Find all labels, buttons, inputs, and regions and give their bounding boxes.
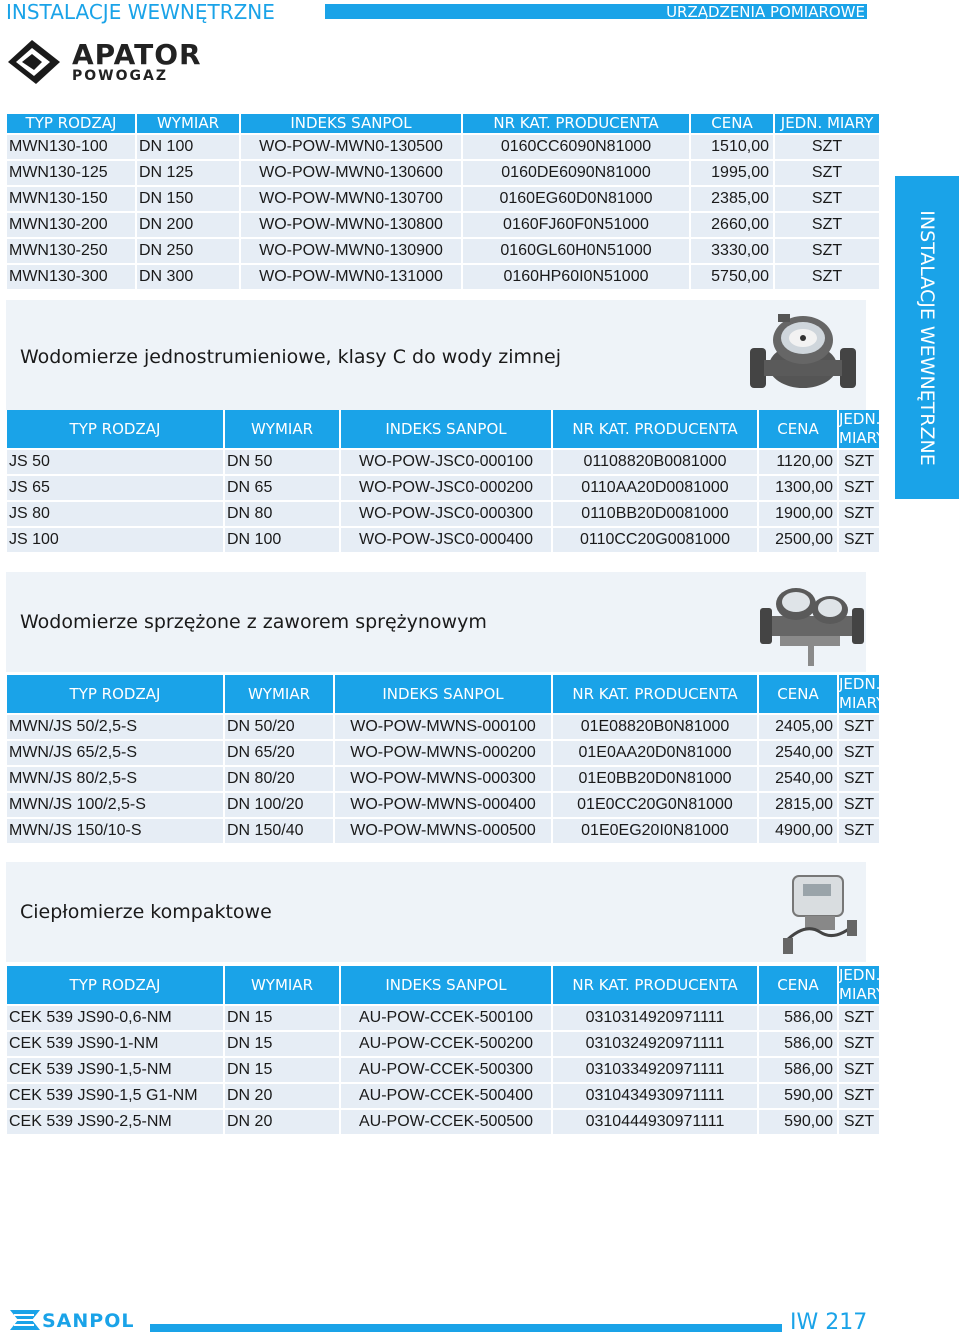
table-row [7, 187, 879, 211]
cell-index: WO-POW-JSC0-000400 [341, 528, 551, 552]
cell-catalog: 0160GL60H0N51000 [463, 239, 689, 263]
section-title-heat: Ciepłomierze kompaktowe [20, 901, 272, 923]
cell-size: DN 250 [137, 239, 239, 263]
cell-price: 5750,00 [691, 265, 773, 289]
cell-index: AU-POW-CCEK-500300 [341, 1058, 551, 1082]
cell-unit: SZT [839, 1006, 879, 1030]
cell-price: 2385,00 [691, 187, 773, 211]
cell-size: DN 200 [137, 213, 239, 237]
col-header-size: WYMIAR [225, 675, 333, 713]
logo-name: APATOR [72, 38, 202, 71]
cell-price: 1995,00 [691, 161, 773, 185]
cell-price: 4900,00 [759, 819, 837, 843]
cell-price: 2540,00 [759, 741, 837, 765]
cell-price: 2405,00 [759, 715, 837, 739]
col-header-size: WYMIAR [225, 410, 339, 448]
cell-index: AU-POW-CCEK-500200 [341, 1032, 551, 1056]
cell-price: 1300,00 [759, 476, 837, 500]
cell-catalog: 0110AA20D0081000 [553, 476, 757, 500]
cell-type: CEK 539 JS90-1,5-NM [7, 1058, 223, 1082]
cell-index: WO-POW-MWN0-131000 [241, 265, 461, 289]
cell-unit: SZT [839, 528, 879, 552]
cell-index: AU-POW-CCEK-500500 [341, 1110, 551, 1134]
coupled-water-meter-icon [760, 572, 865, 670]
cell-index: WO-POW-MWN0-130900 [241, 239, 461, 263]
cell-catalog: 0160DE6090N81000 [463, 161, 689, 185]
col-header-unit: JEDN. MIARY [839, 410, 886, 447]
cell-unit: SZT [775, 239, 879, 263]
cell-type: MWN130-200 [7, 213, 135, 237]
cell-type: CEK 539 JS90-1,5 G1-NM [7, 1084, 223, 1108]
cell-price: 2815,00 [759, 793, 837, 817]
cell-price: 586,00 [759, 1006, 837, 1030]
side-tab [895, 176, 959, 499]
cell-price: 2660,00 [691, 213, 773, 237]
col-header-type: TYP RODZAJ [7, 114, 135, 133]
cell-type: MWN130-250 [7, 239, 135, 263]
cell-price: 586,00 [759, 1058, 837, 1082]
cell-catalog: 0310334920971111 [553, 1058, 757, 1082]
cell-index: WO-POW-JSC0-000200 [341, 476, 551, 500]
cell-catalog: 0110CC20G0081000 [553, 528, 757, 552]
cell-price: 2540,00 [759, 767, 837, 791]
cell-catalog: 0160EG60D0N81000 [463, 187, 689, 211]
cell-price: 2500,00 [759, 528, 837, 552]
cell-price: 590,00 [759, 1084, 837, 1108]
table-row [7, 161, 879, 185]
cell-index: AU-POW-CCEK-500100 [341, 1006, 551, 1030]
cell-type: MWN130-150 [7, 187, 135, 211]
col-header-catalog: NR KAT. PRODUCENTA [553, 675, 757, 713]
col-header-price: CENA [759, 675, 837, 713]
col-header-type: TYP RODZAJ [7, 675, 223, 713]
heat-meter-icon [775, 862, 865, 960]
cell-index: WO-POW-MWNS-000400 [335, 793, 551, 817]
col-header-type: TYP RODZAJ [7, 966, 223, 1004]
logo-subname: POWOGAZ [72, 68, 168, 84]
cell-unit: SZT [839, 767, 879, 791]
cell-size: DN 100 [225, 528, 339, 552]
cell-catalog: 0310444930971111 [553, 1110, 757, 1134]
cell-catalog: 01108820B0081000 [553, 450, 757, 474]
col-header-catalog: NR KAT. PRODUCENTA [553, 966, 757, 1004]
cell-size: DN 20 [225, 1084, 339, 1108]
cell-index: WO-POW-JSC0-000100 [341, 450, 551, 474]
cell-unit: SZT [839, 1032, 879, 1056]
table-row [7, 213, 879, 237]
cell-catalog: 0310314920971111 [553, 1006, 757, 1030]
cell-unit: SZT [839, 1084, 879, 1108]
cell-catalog: 01E0AA20D0N81000 [553, 741, 757, 765]
cell-unit: SZT [839, 741, 879, 765]
footer-band [150, 1324, 782, 1332]
page-title: INSTALACJE WEWNĘTRZNE [6, 0, 275, 24]
cell-size: DN 50 [225, 450, 339, 474]
cell-type: CEK 539 JS90-0,6-NM [7, 1006, 223, 1030]
cell-size: DN 80 [225, 502, 339, 526]
cell-price: 1510,00 [691, 135, 773, 159]
cell-index: WO-POW-MWNS-000100 [335, 715, 551, 739]
col-header-price: CENA [691, 114, 773, 133]
cell-catalog: 0310434930971111 [553, 1084, 757, 1108]
side-tab-label: INSTALACJE WEWNĘTRZNE [916, 209, 938, 466]
cell-size: DN 150/40 [225, 819, 333, 843]
cell-catalog: 0110BB20D0081000 [553, 502, 757, 526]
cell-type: JS 100 [7, 528, 223, 552]
cell-catalog: 0160HP60I0N51000 [463, 265, 689, 289]
table-row [7, 265, 879, 289]
header-category: URZĄDZENIA POMIAROWE [666, 3, 865, 21]
cell-unit: SZT [775, 187, 879, 211]
section-title-coupled: Wodomierze sprzężone z zaworem sprężynowym [20, 611, 487, 633]
table-row [7, 528, 879, 552]
table-row [7, 767, 879, 791]
cell-type: CEK 539 JS90-2,5-NM [7, 1110, 223, 1134]
cell-size: DN 300 [137, 265, 239, 289]
table-row [7, 239, 879, 263]
table-mwn [5, 112, 881, 291]
cell-size: DN 100/20 [225, 793, 333, 817]
col-header-price: CENA [759, 410, 837, 448]
cell-catalog: 01E0EG20I0N81000 [553, 819, 757, 843]
table-row [7, 1032, 879, 1056]
cell-catalog: 0160FJ60F0N51000 [463, 213, 689, 237]
cell-unit: SZT [775, 213, 879, 237]
cell-unit: SZT [775, 161, 879, 185]
cell-index: WO-POW-MWNS-000200 [335, 741, 551, 765]
col-header-catalog: NR KAT. PRODUCENTA [553, 410, 757, 448]
col-header-type: TYP RODZAJ [7, 410, 223, 448]
cell-type: JS 80 [7, 502, 223, 526]
cell-type: MWN130-300 [7, 265, 135, 289]
cell-size: DN 80/20 [225, 767, 333, 791]
cell-catalog: 01E0CC20G0N81000 [553, 793, 757, 817]
cell-index: WO-POW-MWN0-130800 [241, 213, 461, 237]
cell-price: 1120,00 [759, 450, 837, 474]
cell-size: DN 15 [225, 1032, 339, 1056]
cell-size: DN 150 [137, 187, 239, 211]
cell-type: MWN/JS 80/2,5-S [7, 767, 223, 791]
cell-price: 590,00 [759, 1110, 837, 1134]
cell-index: AU-POW-CCEK-500400 [341, 1084, 551, 1108]
cell-type: MWN/JS 50/2,5-S [7, 715, 223, 739]
cell-catalog: 0160CC6090N81000 [463, 135, 689, 159]
cell-index: WO-POW-MWN0-130700 [241, 187, 461, 211]
cell-price: 586,00 [759, 1032, 837, 1056]
table-row [7, 715, 879, 739]
col-header-unit: JEDN. MIARY [839, 675, 886, 712]
table-row [7, 1084, 879, 1108]
table-heat [5, 964, 886, 1136]
cell-size: DN 15 [225, 1058, 339, 1082]
cell-size: DN 65 [225, 476, 339, 500]
col-header-size: WYMIAR [225, 966, 339, 1004]
col-header-index: INDEKS SANPOL [241, 114, 461, 133]
cell-index: WO-POW-MWNS-000300 [335, 767, 551, 791]
cell-index: WO-POW-MWN0-130600 [241, 161, 461, 185]
table-row [7, 741, 879, 765]
col-header-index: INDEKS SANPOL [341, 966, 551, 1004]
cell-index: WO-POW-MWNS-000500 [335, 819, 551, 843]
col-header-unit: JEDN. MIARY [775, 114, 879, 133]
cell-unit: SZT [839, 715, 879, 739]
cell-unit: SZT [839, 819, 879, 843]
table-row [7, 476, 879, 500]
cell-price: 3330,00 [691, 239, 773, 263]
cell-unit: SZT [775, 135, 879, 159]
page-number: IW 217 [790, 1310, 868, 1335]
cell-size: DN 125 [137, 161, 239, 185]
table-row [7, 1006, 879, 1030]
col-header-catalog: NR KAT. PRODUCENTA [463, 114, 689, 133]
table-row [7, 1110, 879, 1134]
cell-size: DN 15 [225, 1006, 339, 1030]
table-row [7, 819, 879, 843]
cell-size: DN 20 [225, 1110, 339, 1134]
cell-catalog: 0310324920971111 [553, 1032, 757, 1056]
cell-unit: SZT [839, 502, 879, 526]
section-title-js: Wodomierze jednostrumieniowe, klasy C do wody zimnej [20, 346, 562, 368]
cell-catalog: 01E0BB20D0N81000 [553, 767, 757, 791]
cell-unit: SZT [839, 476, 879, 500]
table-row [7, 1058, 879, 1082]
table-row [7, 135, 879, 159]
cell-unit: SZT [839, 450, 879, 474]
water-meter-icon [748, 300, 858, 408]
cell-size: DN 65/20 [225, 741, 333, 765]
cell-size: DN 100 [137, 135, 239, 159]
cell-type: CEK 539 JS90-1-NM [7, 1032, 223, 1056]
cell-price: 1900,00 [759, 502, 837, 526]
col-header-size: WYMIAR [137, 114, 239, 133]
table-coupled [5, 673, 886, 845]
cell-type: MWN130-125 [7, 161, 135, 185]
cell-index: WO-POW-MWN0-130500 [241, 135, 461, 159]
table-row [7, 793, 879, 817]
col-header-index: INDEKS SANPOL [335, 675, 551, 713]
col-header-index: INDEKS SANPOL [341, 410, 551, 448]
cell-unit: SZT [839, 1110, 879, 1134]
cell-size: DN 50/20 [225, 715, 333, 739]
cell-unit: SZT [839, 793, 879, 817]
cell-type: MWN/JS 100/2,5-S [7, 793, 223, 817]
cell-type: MWN130-100 [7, 135, 135, 159]
col-header-price: CENA [759, 966, 837, 1004]
cell-unit: SZT [839, 1058, 879, 1082]
header-band [325, 4, 867, 19]
cell-catalog: 01E08820B0N81000 [553, 715, 757, 739]
cell-type: MWN/JS 150/10-S [7, 819, 223, 843]
table-js [5, 408, 886, 554]
cell-index: WO-POW-JSC0-000300 [341, 502, 551, 526]
col-header-unit: JEDN. MIARY [839, 966, 886, 1003]
cell-type: MWN/JS 65/2,5-S [7, 741, 223, 765]
footer-brand: SANPOL [42, 1310, 135, 1332]
table-row [7, 450, 879, 474]
cell-unit: SZT [775, 265, 879, 289]
cell-type: JS 65 [7, 476, 223, 500]
table-row [7, 502, 879, 526]
cell-type: JS 50 [7, 450, 223, 474]
